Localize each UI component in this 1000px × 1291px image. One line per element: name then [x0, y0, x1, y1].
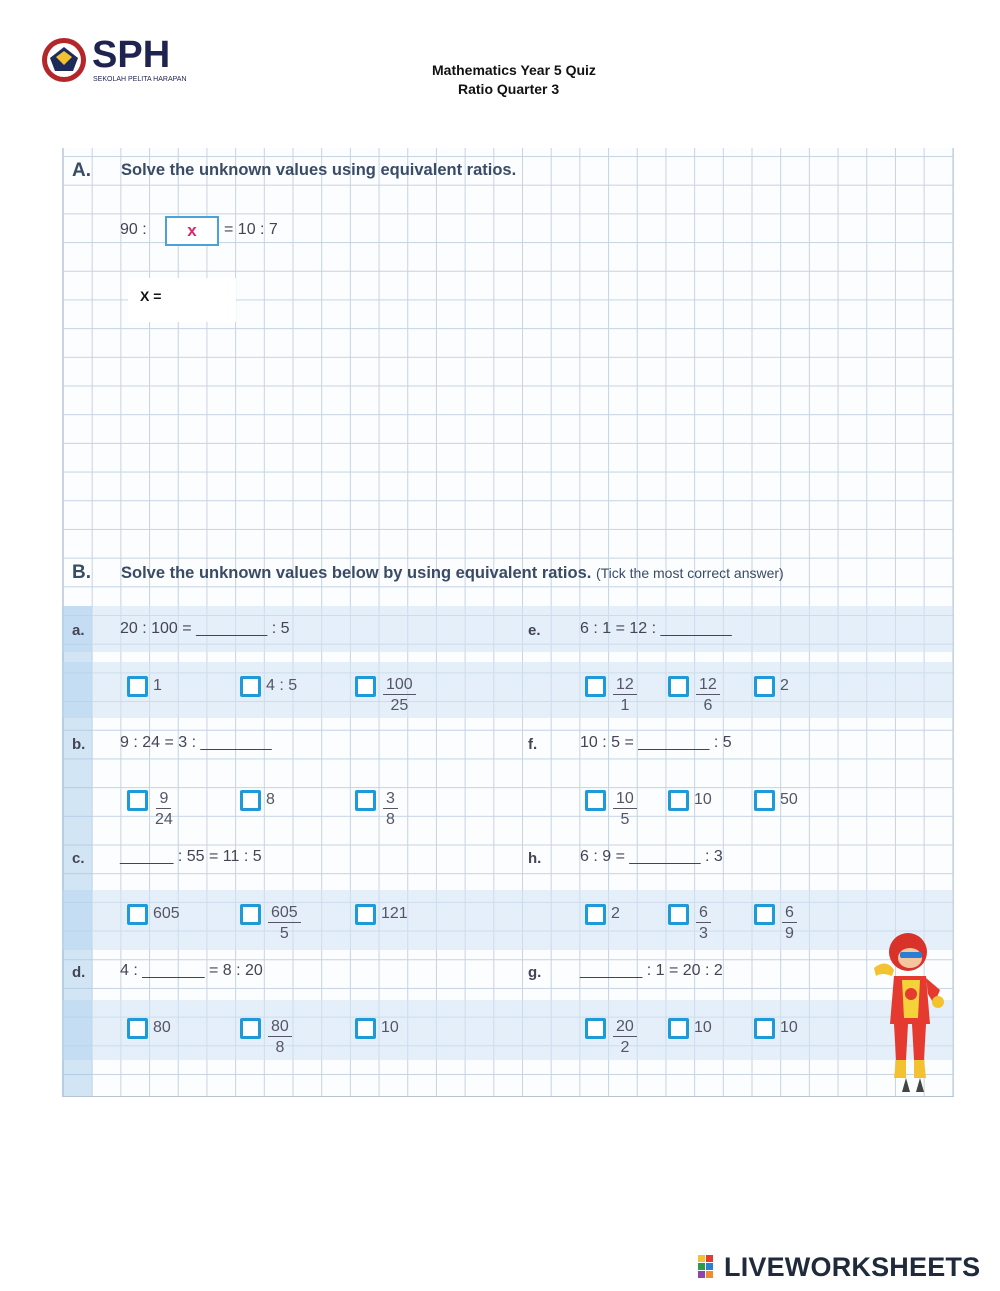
answer-option[interactable]	[355, 1018, 399, 1039]
checkbox[interactable]	[754, 790, 775, 811]
question-label: h.	[528, 850, 542, 867]
checkbox[interactable]	[240, 790, 261, 811]
question-equation: _______ : 1 = 20 : 2	[580, 962, 723, 979]
question-label: g.	[528, 964, 542, 981]
question-label: e.	[528, 622, 541, 639]
option-text: 2	[611, 905, 620, 922]
answer-option[interactable]	[754, 904, 797, 943]
answer-option[interactable]	[355, 904, 408, 925]
numerator: 80	[268, 1018, 292, 1037]
numerator: 100	[383, 676, 416, 695]
numerator: 3	[383, 790, 398, 809]
fraction	[268, 904, 301, 943]
fraction	[383, 790, 398, 829]
denominator: 5	[620, 811, 630, 828]
question-equation: 9 : 24 = 3 : ________	[120, 734, 272, 751]
answer-option[interactable]	[127, 790, 173, 829]
answer-option[interactable]	[127, 676, 162, 697]
option-text: 10	[694, 1019, 712, 1036]
answer-option[interactable]	[355, 790, 398, 829]
checkbox[interactable]	[585, 676, 606, 697]
unknown-box	[165, 216, 219, 246]
denominator: 25	[390, 697, 409, 714]
section-b-letter: B.	[72, 562, 91, 583]
checkbox[interactable]	[127, 790, 148, 811]
section-b-hint: (Tick the most correct answer)	[595, 565, 784, 581]
answer-option[interactable]	[754, 676, 789, 697]
numerator: 20	[613, 1018, 637, 1037]
denominator: 1	[620, 697, 630, 714]
checkbox[interactable]	[668, 904, 689, 925]
denominator: 2	[620, 1039, 630, 1056]
denominator: 24	[155, 811, 173, 828]
answer-option[interactable]	[668, 1018, 712, 1039]
option-text: 10	[780, 1019, 798, 1036]
denominator: 8	[386, 811, 395, 828]
row-band	[62, 890, 952, 950]
unknown-x: x	[187, 221, 197, 240]
answer-option[interactable]	[240, 1018, 292, 1057]
answer-option[interactable]	[240, 790, 275, 811]
checkbox[interactable]	[668, 1018, 689, 1039]
logo-subtext: SEKOLAH PELITA HARAPAN	[93, 76, 187, 83]
answer-option[interactable]	[754, 1018, 798, 1039]
fraction	[155, 790, 173, 829]
question-equation: 6 : 1 = 12 : ________	[580, 620, 732, 637]
denominator: 8	[275, 1039, 285, 1056]
answer-option[interactable]	[127, 1018, 171, 1039]
numerator: 6	[696, 904, 711, 923]
question-equation: 4 : _______ = 8 : 20	[120, 962, 263, 979]
option-text: 605	[153, 905, 180, 922]
fraction	[696, 904, 711, 943]
question-label: c.	[72, 850, 85, 867]
numerator: 6	[782, 904, 797, 923]
checkbox[interactable]	[127, 904, 148, 925]
checkbox[interactable]	[585, 1018, 606, 1039]
numerator: 9	[156, 790, 171, 809]
checkbox[interactable]	[585, 790, 606, 811]
checkbox[interactable]	[668, 790, 689, 811]
question-label: a.	[72, 622, 85, 639]
numerator: 10	[613, 790, 637, 809]
checkbox[interactable]	[355, 676, 376, 697]
question-label: d.	[72, 964, 86, 981]
equation-right: = 10 : 7	[224, 221, 278, 238]
checkbox[interactable]	[754, 1018, 775, 1039]
denominator: 3	[699, 925, 708, 942]
checkbox[interactable]	[585, 904, 606, 925]
option-text: 50	[780, 791, 798, 808]
section-a-heading: Solve the unknown values using equivalent ratios.	[121, 161, 517, 179]
answer-option[interactable]	[754, 790, 798, 811]
checkbox[interactable]	[240, 1018, 261, 1039]
denominator: 5	[279, 925, 289, 942]
liveworksheets-icon	[698, 1255, 722, 1279]
fraction	[696, 676, 720, 715]
option-text: 8	[266, 791, 275, 808]
fraction	[383, 676, 416, 715]
numerator: 605	[268, 904, 301, 923]
checkbox[interactable]	[355, 1018, 376, 1039]
footer-brand: LIVEWORKSHEETS	[724, 1252, 981, 1282]
answer-option[interactable]	[585, 904, 620, 925]
checkbox[interactable]	[668, 676, 689, 697]
answer-option[interactable]	[668, 790, 712, 811]
denominator: 9	[785, 925, 794, 942]
option-text: 121	[381, 905, 408, 922]
answer-option[interactable]	[668, 904, 711, 943]
fraction	[613, 676, 637, 715]
checkbox[interactable]	[754, 904, 775, 925]
question-equation: 20 : 100 = ________ : 5	[120, 620, 290, 637]
option-text: 2	[780, 677, 789, 694]
option-text: 10	[381, 1019, 399, 1036]
row-band	[62, 1000, 952, 1060]
checkbox[interactable]	[355, 904, 376, 925]
checkbox[interactable]	[355, 790, 376, 811]
section-b-heading-text: Solve the unknown values below by using equivalent ratios.	[121, 564, 592, 582]
checkbox[interactable]	[754, 676, 775, 697]
option-text: 4 : 5	[266, 677, 298, 694]
answer-label: X =	[140, 288, 162, 304]
question-equation: ______ : 55 = 11 : 5	[120, 848, 262, 865]
numerator: 12	[613, 676, 637, 695]
fraction	[613, 1018, 637, 1057]
answer-option[interactable]	[585, 1018, 637, 1057]
question-equation: 10 : 5 = ________ : 5	[580, 734, 732, 751]
checkbox[interactable]	[240, 904, 261, 925]
answer-field[interactable]	[128, 278, 236, 322]
row-band	[62, 662, 952, 718]
checkbox[interactable]	[240, 676, 261, 697]
numerator: 12	[696, 676, 720, 695]
fraction	[268, 1018, 292, 1057]
fraction	[613, 790, 637, 829]
superhero-illustration	[866, 928, 952, 1094]
section-b-heading	[121, 564, 784, 583]
denominator: 6	[703, 697, 713, 714]
checkbox[interactable]	[127, 1018, 148, 1039]
answer-option[interactable]	[240, 904, 301, 943]
answer-option[interactable]	[585, 676, 637, 715]
worksheet-title: Mathematics Year 5 Quiz	[432, 62, 596, 78]
answer-option[interactable]	[585, 790, 637, 829]
section-a-letter: A.	[72, 160, 91, 181]
option-text: 10	[694, 791, 712, 808]
option-text: 1	[153, 677, 162, 694]
checkbox[interactable]	[127, 676, 148, 697]
equation-left: 90 :	[120, 221, 147, 238]
question-equation: 6 : 9 = ________ : 3	[580, 848, 723, 865]
question-label: f.	[528, 736, 538, 753]
fraction	[782, 904, 797, 943]
option-text: 80	[153, 1019, 171, 1036]
worksheet-subtitle: Ratio Quarter 3	[458, 81, 560, 97]
answer-option[interactable]	[240, 676, 297, 697]
answer-option[interactable]	[127, 904, 180, 925]
logo-text: SPH	[92, 34, 171, 76]
school-logo	[40, 33, 200, 89]
answer-option[interactable]	[668, 676, 720, 715]
question-label: b.	[72, 736, 86, 753]
answer-option[interactable]	[355, 676, 416, 715]
